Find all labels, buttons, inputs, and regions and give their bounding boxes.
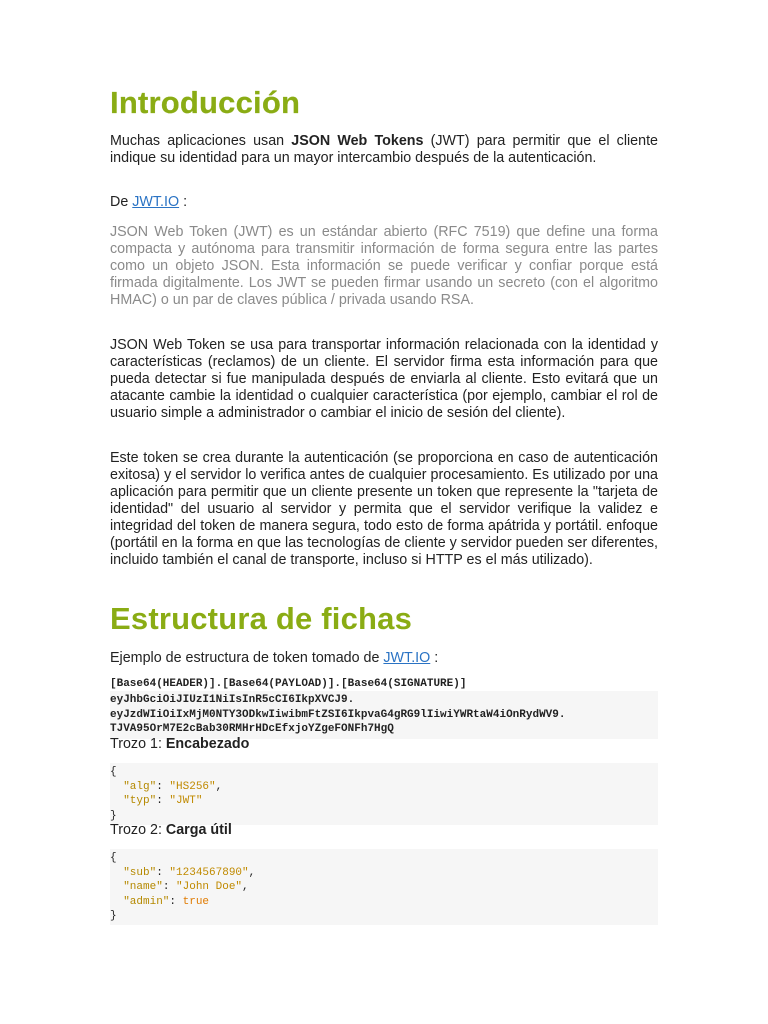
section-heading-introduccion: Introducción (110, 85, 301, 120)
section-heading-estructura: Estructura de fichas (110, 601, 413, 636)
json-line-alg: "alg": "HS256", (123, 780, 223, 793)
example-prefix: Ejemplo de estructura de token tomado de (110, 650, 384, 666)
intro-paragraph-3: Este token se crea durante la autenticación (se proporciona en caso de autenticación exitosa) y el servidor lo verifica antes de cualquier procesamiento. Es utilizado por una aplicación para permitir que un cliente presente un token que represente la "tarjeta de identidad" del usuario al servidor y permita que el servidor verifique la validez e integridad del token de manera segura, todo esto de forma apátrida y portátil. enfoque (portátil en la forma en que las tecnologías de cliente y servidor pueden ser diferentes, incluido también el canal de transporte, incluso si HTTP es el más utilizado). (110, 450, 658, 568)
json-value-alg: "HS256" (169, 780, 216, 793)
jwt-io-link-2[interactable]: JWT.IO (383, 650, 431, 666)
token-line-2: eyJzdWIiOiIxMjM0NTY3ODkwIiwibmFtZSI6IkpvaG4gRG9lIiwiYWRtaW4iOnRydWV9. (110, 708, 566, 721)
json-key-alg: "alg" (123, 780, 157, 793)
intro-p1-text-end: (JWT) para permitir que el cliente indique su identidad para un mayor intercambio después de la autenticación. (110, 133, 658, 166)
intro-p1-text: Muchas aplicaciones usan (110, 133, 292, 149)
json-open-brace-2: { (110, 852, 117, 864)
json-key-name: "name" (123, 881, 163, 893)
intro-p1-bold: JSON Web Tokens (291, 133, 424, 149)
source-suffix: : (179, 194, 188, 210)
jwt-quote: JSON Web Token (JWT) es un estándar abierto (RFC 7519) que define una forma compacta y autónoma para transmitir información de forma segura entre las partes como un objeto JSON. Esta información se puede verificar y confiar porque está firmada digitalmente. Los JWT se pueden firmar usando un secreto (con el algoritmo HMAC) o un par de claves pública / privada usando RSA. (110, 224, 658, 308)
header-json-block (110, 763, 658, 825)
json-key-sub: "sub" (123, 866, 157, 879)
json-open-brace: { (110, 766, 117, 778)
json-line-admin: "admin": true (123, 895, 210, 908)
chunk-2-label (110, 822, 658, 839)
intro-paragraph-2: JSON Web Token se usa para transportar información relacionada con la identidad y características (reclamos) de un cliente. El servidor firma esta información para que pueda detectar si fue manipulada después de enviarla al cliente. Esto evitará que un atacante cambie la identidad o cualquier característica (por ejemplo, cambiar el rol de usuario simple a administrador o cambiar el inicio de sesión del cliente). (110, 337, 658, 421)
intro-paragraph-1 (110, 133, 658, 167)
payload-json-block (110, 849, 658, 925)
token-format: [Base64(HEADER)].[Base64(PAYLOAD)].[Base64(SIGNATURE)] (110, 678, 467, 690)
example-line (110, 650, 658, 667)
chunk-2-title: Carga útil (165, 822, 232, 838)
jwt-io-link[interactable]: JWT.IO (132, 194, 180, 210)
json-key-admin: "admin" (123, 895, 170, 908)
json-line-name: "name": "John Doe", (123, 881, 249, 893)
json-value-name: "John Doe" (176, 881, 243, 893)
example-suffix: : (430, 650, 439, 666)
json-value-sub: "1234567890" (169, 866, 249, 879)
json-line-typ: "typ": "JWT" (123, 795, 203, 807)
token-line-3: TJVA95OrM7E2cBab30RMHrHDcEfxjoYZgeFONFh7HgQ (110, 723, 394, 735)
chunk-1-label (110, 736, 658, 753)
source-prefix: De (110, 194, 133, 210)
json-value-admin: true (182, 895, 210, 908)
json-close-brace-2: } (110, 910, 117, 922)
json-line-sub: "sub": "1234567890", (123, 866, 256, 879)
source-line (110, 194, 658, 211)
token-example-block (110, 691, 658, 739)
json-close-brace: } (110, 809, 117, 822)
json-key-typ: "typ" (123, 795, 157, 807)
chunk-1-prefix: Trozo 1: (110, 736, 166, 752)
chunk-2-prefix: Trozo 2: (110, 822, 166, 838)
chunk-1-title: Encabezado (165, 736, 250, 752)
json-value-typ: "JWT" (169, 795, 203, 807)
token-line-1: eyJhbGciOiJIUzI1NiIsInR5cCI6IkpXVCJ9. (110, 694, 355, 706)
